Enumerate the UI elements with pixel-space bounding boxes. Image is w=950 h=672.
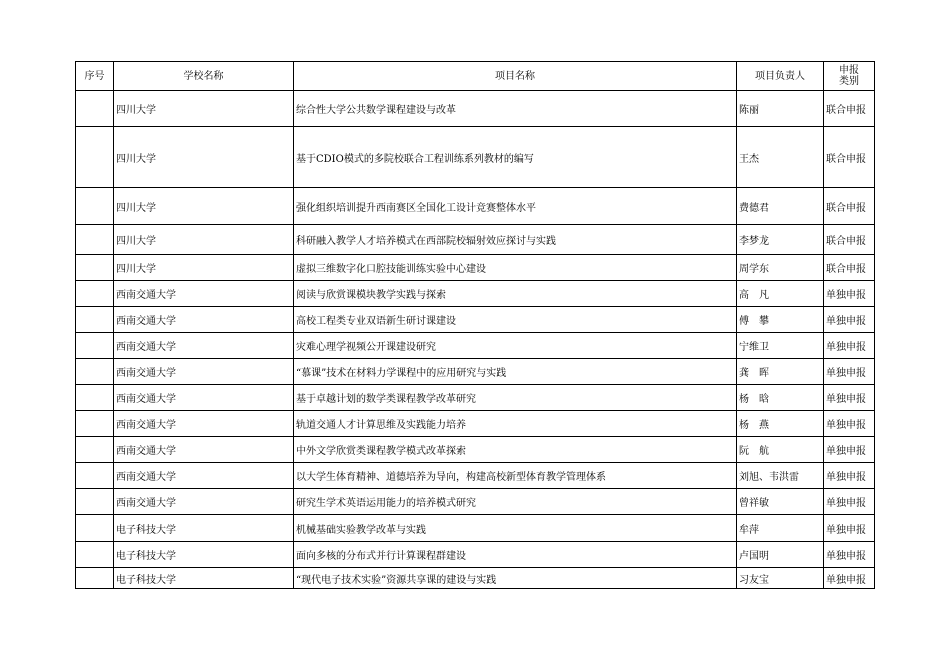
cell-leader: 卢国明 [737, 542, 824, 568]
cell-leader: 牟萍 [737, 515, 824, 542]
table-row [76, 307, 875, 333]
cell-seq [76, 127, 114, 188]
cell-type: 单独申报 [824, 359, 875, 385]
table-row [76, 255, 875, 281]
cell-type: 单独申报 [824, 568, 875, 589]
header-leader: 项目负责人 [737, 62, 824, 91]
cell-school: 西南交通大学 [114, 385, 294, 411]
table-row [76, 225, 875, 255]
cell-leader: 杨 晗 [737, 385, 824, 411]
cell-type: 单独申报 [824, 307, 875, 333]
header-type-line2: 类别 [839, 76, 859, 87]
table-row [76, 91, 875, 127]
header-project: 项目名称 [294, 62, 737, 91]
cell-seq [76, 225, 114, 255]
cell-project: “慕课”技术在材料力学课程中的应用研究与实践 [294, 359, 737, 385]
table-row [76, 411, 875, 437]
cell-project: 面向多核的分布式并行计算课程群建设 [294, 542, 737, 568]
cell-school: 西南交通大学 [114, 307, 294, 333]
cell-seq [76, 437, 114, 463]
cell-school: 西南交通大学 [114, 463, 294, 489]
cell-project: 轨道交通人才计算思维及实践能力培养 [294, 411, 737, 437]
cell-project: 灾难心理学视频公开课建设研究 [294, 333, 737, 359]
cell-seq [76, 385, 114, 411]
cell-type: 单独申报 [824, 411, 875, 437]
cell-leader: 陈丽 [737, 91, 824, 127]
cell-type: 单独申报 [824, 489, 875, 515]
cell-school: 西南交通大学 [114, 437, 294, 463]
cell-seq [76, 307, 114, 333]
cell-type: 单独申报 [824, 542, 875, 568]
cell-school: 西南交通大学 [114, 489, 294, 515]
table-row [76, 333, 875, 359]
cell-seq [76, 188, 114, 225]
cell-leader: 费德君 [737, 188, 824, 225]
cell-type: 单独申报 [824, 437, 875, 463]
cell-project: 中外文学欣赏类课程教学模式改革探索 [294, 437, 737, 463]
table-row [76, 385, 875, 411]
cell-leader: 阮 航 [737, 437, 824, 463]
cell-school: 四川大学 [114, 127, 294, 188]
cell-project: 虚拟三维数字化口腔技能训练实验中心建设 [294, 255, 737, 281]
table-row [76, 542, 875, 568]
header-school: 学校名称 [114, 62, 294, 91]
cell-school: 西南交通大学 [114, 281, 294, 307]
cell-type: 单独申报 [824, 515, 875, 542]
cell-type: 联合申报 [824, 188, 875, 225]
cell-project: 基于CDIO模式的多院校联合工程训练系列教材的编写 [294, 127, 737, 188]
cell-type: 联合申报 [824, 255, 875, 281]
cell-leader: 周学东 [737, 255, 824, 281]
cell-school: 四川大学 [114, 188, 294, 225]
cell-type: 单独申报 [824, 385, 875, 411]
cell-leader: 刘旭、韦洪雷 [737, 463, 824, 489]
cell-project: 基于卓越计划的数学类课程教学改革研究 [294, 385, 737, 411]
cell-leader: 杨 燕 [737, 411, 824, 437]
cell-seq [76, 568, 114, 589]
cell-seq [76, 489, 114, 515]
cell-project: 阅读与欣赏课模块教学实践与探索 [294, 281, 737, 307]
cell-project: 机械基础实验教学改革与实践 [294, 515, 737, 542]
header-type-line1: 申报 [839, 65, 859, 76]
cell-leader: 李梦龙 [737, 225, 824, 255]
header-row [76, 62, 875, 91]
cell-school: 四川大学 [114, 91, 294, 127]
cell-type: 联合申报 [824, 225, 875, 255]
cell-leader: 曾祥敏 [737, 489, 824, 515]
cell-project: 综合性大学公共数学课程建设与改革 [294, 91, 737, 127]
cell-leader: 王杰 [737, 127, 824, 188]
cell-leader: 宁维卫 [737, 333, 824, 359]
cell-project: 强化组织培训提升西南赛区全国化工设计竞赛整体水平 [294, 188, 737, 225]
cell-project: 科研融入教学人才培养模式在西部院校辐射效应探讨与实践 [294, 225, 737, 255]
cell-seq [76, 91, 114, 127]
cell-school: 电子科技大学 [114, 542, 294, 568]
cell-school: 西南交通大学 [114, 359, 294, 385]
table-row [76, 359, 875, 385]
cell-school: 四川大学 [114, 225, 294, 255]
cell-leader: 习友宝 [737, 568, 824, 589]
cell-seq [76, 359, 114, 385]
cell-seq [76, 463, 114, 489]
cell-seq [76, 255, 114, 281]
table-row [76, 437, 875, 463]
cell-project: 研究生学术英语运用能力的培养模式研究 [294, 489, 737, 515]
cell-project: 以大学生体育精神、道德培养为导向，构建高校新型体育教学管理体系 [294, 463, 737, 489]
cell-school: 电子科技大学 [114, 515, 294, 542]
cell-leader: 高 凡 [737, 281, 824, 307]
cell-seq [76, 333, 114, 359]
cell-type: 单独申报 [824, 333, 875, 359]
table-row [76, 281, 875, 307]
cell-type: 单独申报 [824, 281, 875, 307]
cell-project: 高校工程类专业双语新生研讨课建设 [294, 307, 737, 333]
cell-seq [76, 411, 114, 437]
cell-type: 联合申报 [824, 127, 875, 188]
table-row [76, 515, 875, 542]
cell-school: 电子科技大学 [114, 568, 294, 589]
cell-seq [76, 281, 114, 307]
cell-type: 联合申报 [824, 91, 875, 127]
cell-project: “现代电子技术实验”资源共享课的建设与实践 [294, 568, 737, 589]
cell-leader: 傅 攀 [737, 307, 824, 333]
table-row [76, 463, 875, 489]
cell-school: 西南交通大学 [114, 333, 294, 359]
cell-seq [76, 542, 114, 568]
project-table [75, 61, 875, 589]
cell-type: 单独申报 [824, 463, 875, 489]
cell-school: 四川大学 [114, 255, 294, 281]
table-row [76, 489, 875, 515]
header-seq: 序号 [76, 62, 114, 91]
cell-school: 西南交通大学 [114, 411, 294, 437]
table-row [76, 568, 875, 589]
header-type [824, 62, 875, 91]
cell-seq [76, 515, 114, 542]
table-row [76, 188, 875, 225]
table-row [76, 127, 875, 188]
cell-leader: 龚 晖 [737, 359, 824, 385]
